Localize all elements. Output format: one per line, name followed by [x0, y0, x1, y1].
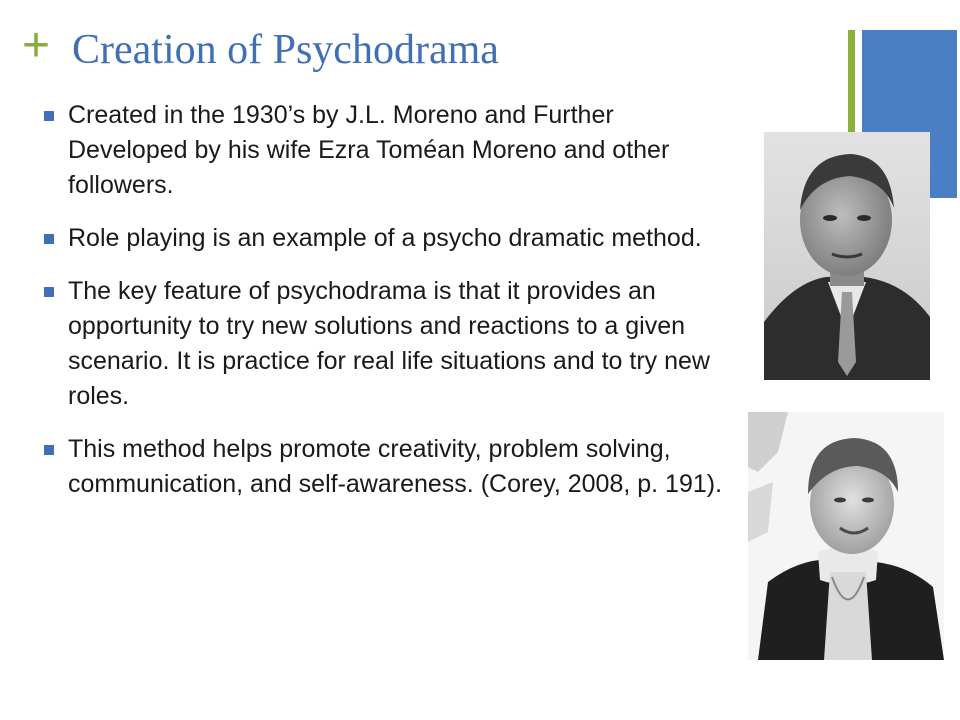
bullet-text: Role playing is an example of a psycho dramatic method. — [68, 224, 702, 252]
bullet-square-icon — [44, 111, 54, 121]
bullet-text: The key feature of psychodrama is that it provides an opportunity to try new solutions and reactions to a given scenario. It is practice for real life situations and to try new roles. — [68, 277, 710, 410]
portrait-woman-illustration — [748, 412, 944, 660]
bullet-item — [44, 274, 734, 414]
bullet-text: Created in the 1930’s by J.L. Moreno and Further Developed by his wife Ezra Toméan Moreno and other followers. — [68, 101, 670, 199]
bullet-item — [44, 221, 734, 256]
portrait-man-image — [764, 132, 930, 380]
portrait-man-illustration — [764, 132, 930, 380]
bullet-item — [44, 432, 734, 502]
bullet-square-icon — [44, 234, 54, 244]
bullet-text: This method helps promote creativity, problem solving, communication, and self-awareness. (Corey, 2008, p. 191). — [68, 435, 723, 498]
bullet-list — [44, 98, 734, 502]
bullet-square-icon — [44, 287, 54, 297]
plus-icon: + — [22, 19, 51, 72]
slide-title: Creation of Psychodrama — [72, 27, 499, 73]
accent-bar-green — [848, 30, 855, 145]
bullet-item — [44, 98, 734, 203]
portrait-woman-image — [748, 412, 944, 660]
bullet-square-icon — [44, 445, 54, 455]
